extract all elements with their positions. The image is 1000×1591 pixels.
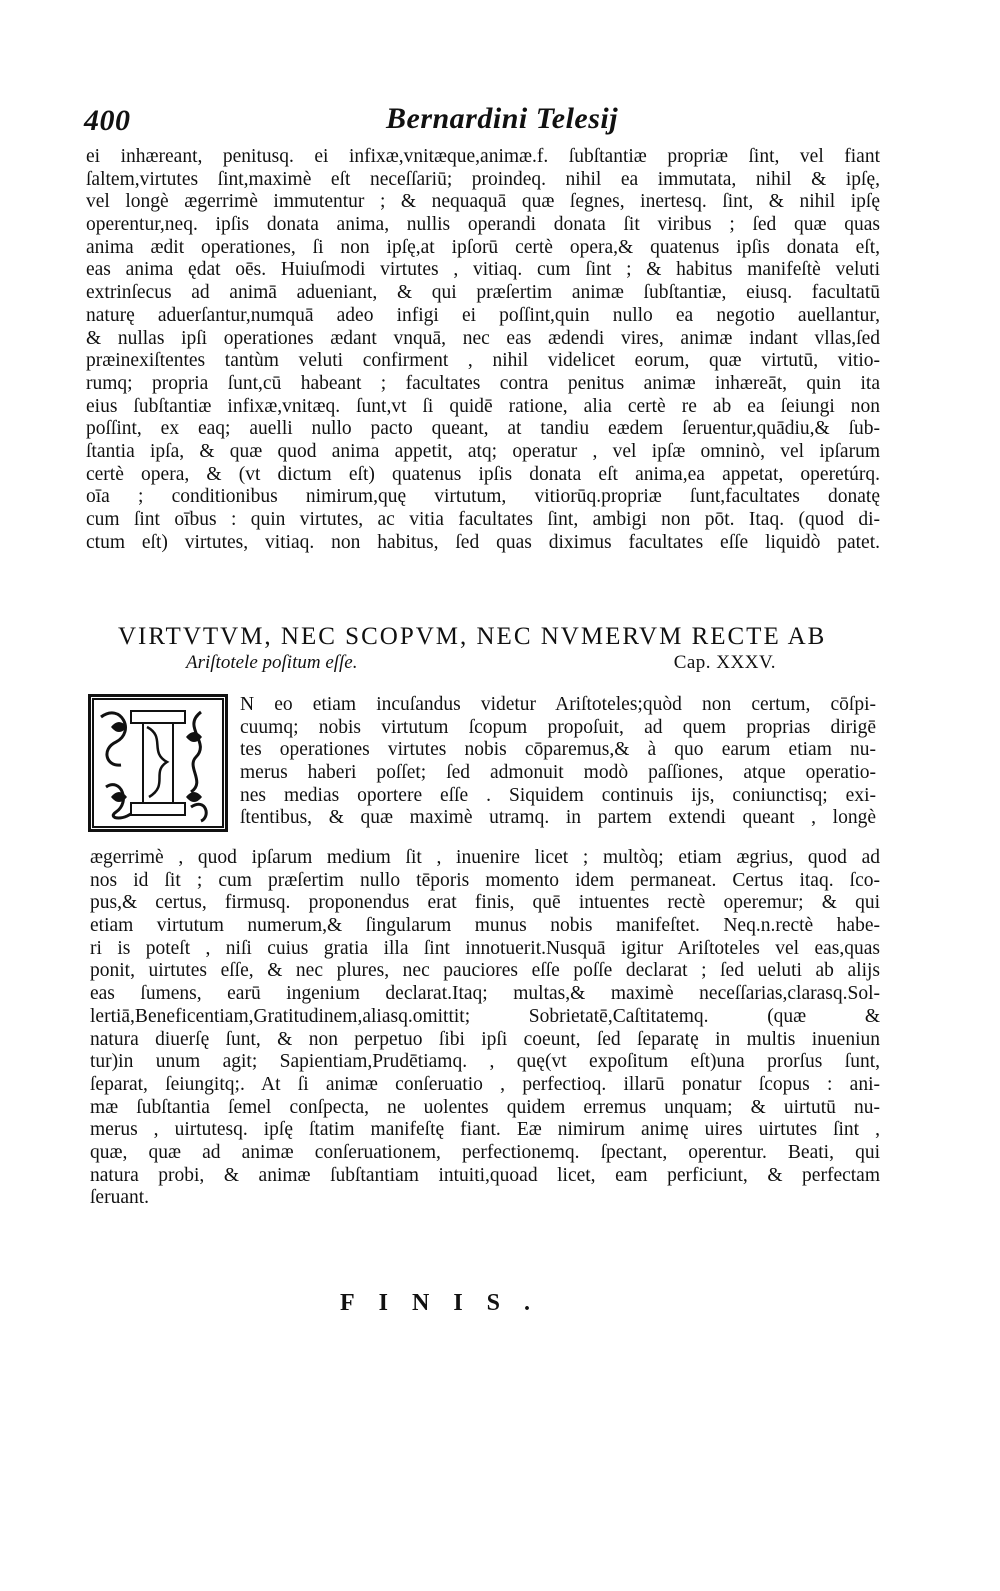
text-line: mæ ſubſtantia ſemel conſpecta, ne uolentes quidem erremus unquam; & uirtutū nu-: [90, 1096, 880, 1118]
text-line: præinexiſtentes tantùm veluti confirment , nihil videlicet eorum, quæ virtutū, vitio-: [86, 350, 880, 372]
text-line: cuumq; nobis virtutum ſcopum propoſuit, ad quem proprias dirigē: [240, 716, 876, 738]
text-line: N eo etiam incuſandus videtur Ariſtoteles;quòd non certum, cōſpi-: [240, 694, 876, 715]
chapter-subtitle-row: [186, 652, 776, 674]
text-line: & nullas ipſi operationes ædant vnquā, nec eas ædendi vires, animæ indant vllas,ſed: [86, 327, 880, 349]
text-line: natura probi, & animæ ſubſtantiam intuiti,quoad licet, eam perficiunt, & perfectam: [90, 1164, 880, 1186]
text-line: pus,& certus, firmusq. proponendus erat finis, quē intuentes rectè operemur; & qui: [90, 892, 880, 914]
text-line: operentur,neq. ipſis donata anima, nullis operandi donata ſit viribus ; ſed quæ quas: [86, 214, 880, 236]
text-line: naturę aduerſantur,numquā adeo infigi ei poſſint,quin nullo ea negotio auellantur,: [86, 304, 880, 326]
text-line: ægerrimè , quod ipſarum medium ſit , inuenire licet ; multòq; etiam ægrius, quod ad: [90, 847, 880, 868]
page-number: 400: [84, 104, 131, 137]
text-line: nes medias oportere eſſe . Siquidem continuis ijs, coniunctisq; exi-: [240, 784, 876, 806]
text-line: vel longè ægerrimè immutentur ; & nequaquā quæ ſegnes, inertesq. ſint, & nihil ipſę: [86, 191, 880, 213]
text-line: cum ſint oībus : quin virtutes, ac vitia facultates ſint, ambigi non pōt. Itaq. (quod di-: [86, 509, 880, 530]
chapter-heading: [118, 622, 880, 674]
text-line: anima ædit operationes, ſi non ipſę,at ipſorū certè opera,& quatenus ipſis donata eſt,: [86, 236, 880, 258]
text-line: eas anima ędat oēs. Huiuſmodi virtutes , vitiaq. cum ſint ; & habitus manifeſtè veluti: [86, 259, 880, 281]
text-line: ponit, uirtutes eſſe, & nec plures, nec pauciores eſſe poſſe declarat ; ſed ueluti ab alijs: [90, 960, 880, 982]
text-line: rumq; propria ſunt,cū habeant ; facultates contra penitus animæ inhæreāt, quin ita: [86, 372, 880, 394]
text-line: ctum eſt) virtutes, vitiaq. non habitus, ſed quas diximus facultates eſſe liquidò patet.: [86, 531, 880, 553]
text-line: lertiā,Beneficentiam,Gratitudinem,aliasq.omittit; Sobrietatē,Caſtitatemq. (quæ &: [90, 1005, 880, 1027]
paragraph-2-beside-initial: [240, 694, 876, 830]
text-line: oīa ; conditionibus nimirum,quę virtutum, vitiorūq.propriæ ſunt,facultates donatę: [86, 486, 880, 508]
text-line: natura diuerſę ſunt, & non perpetuo ſibi ipſi coeunt, ſed ſeparatę in multis inueniun: [90, 1028, 880, 1050]
text-line: tes operationes virtutes nobis cōparemus,& à quo earum etiam nu-: [240, 739, 876, 761]
text-line: merus haberi poſſet; ſed admonuit modò paſſiones, atque operatio-: [240, 762, 876, 784]
text-line: tur)in unum agit; Sapientiam,Prudētiamq. , quę(vt expoſitum eſt)una prorſus ſunt,: [90, 1051, 880, 1073]
ornament-initial-icon: [91, 697, 225, 829]
finis: FINIS.: [340, 1290, 555, 1316]
chapter-title: VIRTVTVM, NEC SCOPVM, NEC NVMERVM RECTE AB: [118, 623, 827, 650]
text-line: extrinſecus ad animā adueniant, & qui præſertim animæ ſubſtantiæ, eiusq. facultatū: [86, 282, 880, 304]
paragraph-1: [86, 146, 880, 554]
text-line: nos id ſit ; cum præſertim nullo tēporis momento idem permaneat. Certus itaq. ſco-: [90, 869, 880, 891]
text-line: etiam virtutum numerum,& ſingularum munus nobis manifeſtet. Neq.n.rectè habe-: [90, 915, 880, 937]
text-line: certè opera, & (vt dictum eſt) quatenus ipſis donata eſt anima,ea appetat, operetúrq.: [86, 463, 880, 485]
text-line: quæ, quæ ad animæ conſeruationem, perfectionemq. ſpectant, operentur. Beati, qui: [90, 1141, 880, 1163]
text-line: merus , uirtutesq. ipſę ſtatim manifeſtę fiant. Eæ nimirum animę uires uirtutes ſint ,: [90, 1119, 880, 1141]
running-title: Bernardini Telesij: [386, 102, 619, 135]
text-line: ſeparat, ſeiungitq;. At ſi animæ conſeruatio , perfectioq. illarū ponatur ſcopus : ani-: [90, 1073, 880, 1095]
chapter-number: Cap. XXXV.: [673, 652, 776, 673]
text-line: ri is poteſt , niſi cuius gratia illa ſint innotuerit.Nusquā igitur Ariſtoteles vel eas,quas: [90, 937, 880, 959]
text-line: ſtantia ipſa, & quæ quod anima appetit, atq; operatur , vel ipſæ omninò, vel ipſarum: [86, 440, 880, 462]
text-line: eas ſumens, earū ingenium declarat.Itaq; multas,& maximè neceſſarias,clarasq.Sol-: [90, 983, 880, 1005]
text-line: ſaltem,virtutes ſint,maximè eſt neceſſariū; proindeq. nihil ea immutata, nihil & ipſę,: [86, 168, 880, 190]
text-line: eius ſubſtantiæ infixæ,vnitæq. ſunt,vt ſi quidē ratione, alia certè re ab ea ſeiungi non: [86, 395, 880, 417]
text-line: ſeruant.: [90, 1187, 150, 1209]
text-line: poſſint, ex eaq; auelli nullo pacto queant, at tandiu eædem ſeruentur,quādiu,& ſub-: [86, 418, 880, 440]
text-line: ei inhæreant, penitusq. ei infixæ,vnitæque,animæ.f. ſubſtantiæ propriæ ſint, vel fiant: [86, 146, 880, 167]
chapter-subtitle: Ariſtotele poſitum eſſe.: [186, 652, 358, 673]
decorated-initial: [88, 694, 228, 832]
paragraph-2-full: [90, 847, 880, 1210]
text-line: ſtentibus, & quæ maximè utramq. in partem extendi queant , longè: [240, 807, 876, 829]
